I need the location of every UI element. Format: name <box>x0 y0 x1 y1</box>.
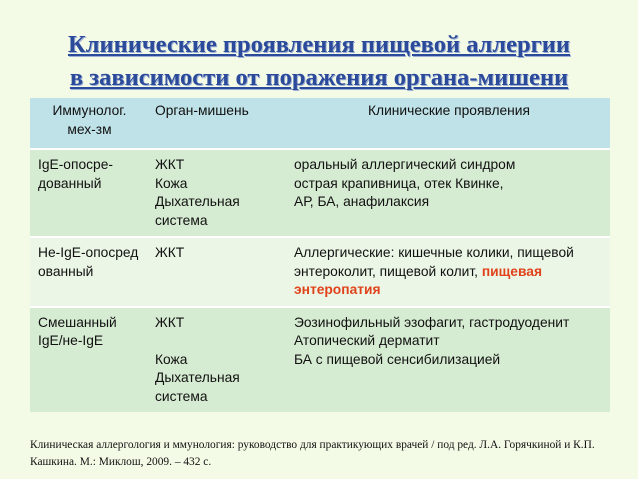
table-row <box>30 237 610 307</box>
allergy-table <box>30 98 610 412</box>
manifestation-item: АР, БА, анафилаксия <box>294 194 430 209</box>
table-header-row <box>30 98 610 149</box>
cell-mechanism: IgE-опосре-дованный <box>30 149 147 237</box>
slide-title-line-1: Клинические проявления пищевой аллергии <box>67 31 571 58</box>
header-mechanism: Иммунолог. мех-зм <box>30 98 147 149</box>
manifestation-item: Эозинофильный эзофагит, гастродуоденит <box>294 314 570 330</box>
slide-title-line-2: в зависимости от поражения органа-мишени <box>69 64 569 91</box>
manifestation-item: острая крапивница, отек Квинке, <box>294 175 504 191</box>
cell-manifestations <box>286 149 610 237</box>
header-target-organ: Орган-мишень <box>147 98 286 149</box>
table-row <box>30 307 610 413</box>
table-row <box>30 149 610 237</box>
organ-item: Дыхательная система <box>155 370 240 404</box>
cell-organs <box>147 307 286 413</box>
slide-title <box>0 28 638 94</box>
cell-mechanism <box>30 237 147 307</box>
cell-organs <box>147 237 286 307</box>
organ-item: ЖКТ <box>155 157 185 172</box>
cell-manifestations <box>286 237 610 307</box>
citation-footer: Клиническая аллергология и ммунология: руководство для практикующих врачей / под ред. Л.А. Горячкиной и К.П. Кашкина. М.: Миклош, 2009. – 432 с. <box>30 439 595 468</box>
cell-mechanism: Смешанный IgE/не-IgE <box>30 307 147 413</box>
organ-item: Кожа <box>155 175 188 191</box>
mechanism-text: Не-IgE-опосредованный <box>38 245 139 279</box>
organ-item: Кожа <box>155 351 188 367</box>
manifestation-item: БА с пищевой сенсибилизацией <box>294 351 501 367</box>
manifestation-item: Атопический дерматит <box>294 333 440 348</box>
organ-item: ЖКТ <box>155 314 185 330</box>
organ-item: Дыхательная система <box>155 194 240 228</box>
cell-organs <box>147 149 286 237</box>
manifestation-item: оральный аллергический синдром <box>294 157 516 172</box>
header-manifestations: Клинические проявления <box>286 98 610 149</box>
manifestation-text: Аллергические: кишечные колики, пищевой энтероколит, пищевой колит, <box>294 245 574 279</box>
cell-manifestations <box>286 307 610 413</box>
spacer <box>155 332 280 351</box>
manifestation-highlight: пищевая энтеропатия <box>294 263 542 297</box>
organ-item: ЖКТ <box>155 245 185 260</box>
